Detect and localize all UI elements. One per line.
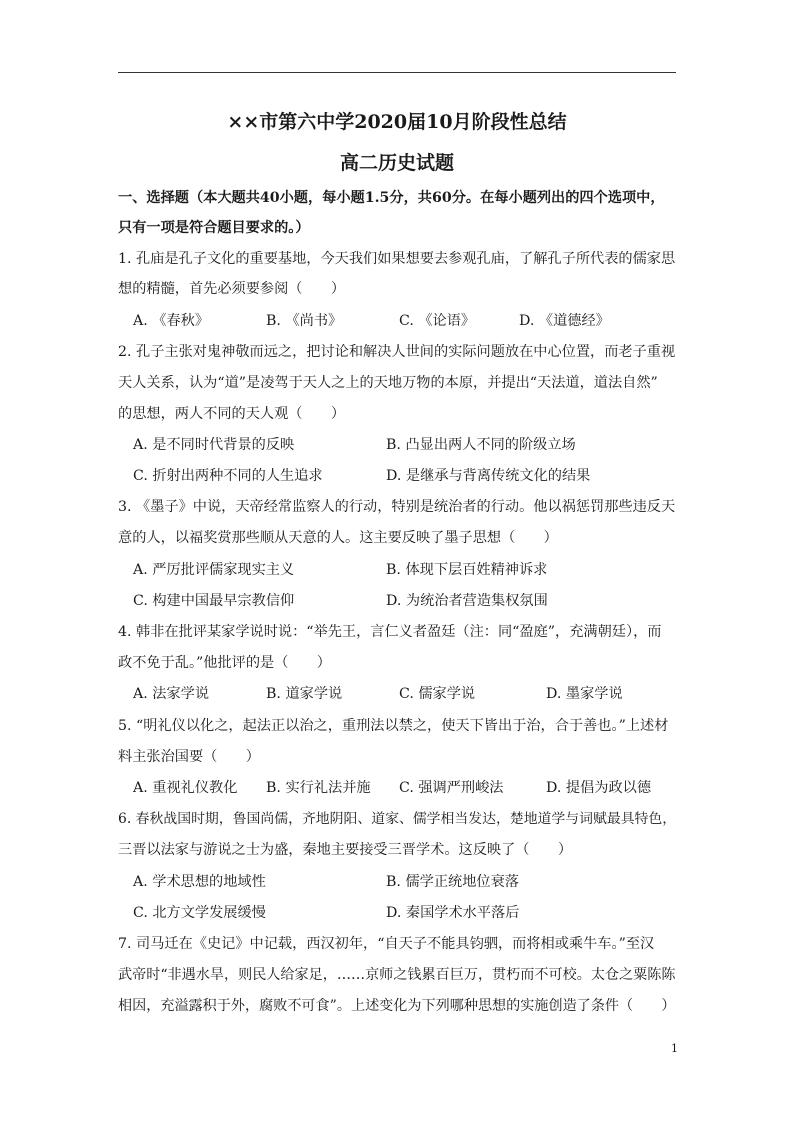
page-number: 1 [671,1042,678,1055]
question-2-option-a: A. 是不同时代背景的反映 [133,437,295,453]
question-2-line-2: 天人关系，认为“道”是凌驾于天人之上的天地万物的本原，并提出“天法道，道法自然” [118,375,658,391]
question-2-line-1: 2. 孔子主张对鬼神敬而远之，把讨论和解决人世间的实际问题放在中心位置，而老子重视 [118,344,676,360]
question-6-option-b: B. 儒学正统地位衰落 [386,874,519,890]
question-4-option-b: B. 道家学说 [266,686,343,702]
question-4-option-d: D. 墨家学说 [546,686,623,702]
question-6-option-d: D. 秦国学术水平落后 [386,905,520,921]
question-2-option-d: D. 是继承与背离传统文化的结果 [386,468,591,484]
question-5-line-2: 料主张治国要（ ） [118,749,260,765]
question-3-line-2: 意的人，以福奖赏那些顺从天意的人。这主要反映了墨子思想（ ） [118,530,558,546]
section-heading-line-2: 只有一项是符合题目要求的。） [118,220,310,236]
question-6-option-a: A. 学术思想的地域性 [133,874,266,890]
question-1-option-b: B. 《尚书》 [266,313,343,329]
question-5-option-b: B. 实行礼法并施 [266,780,371,796]
page-subtitle: 高二历史试题 [339,152,454,174]
question-2-option-b: B. 凸显出两人不同的阶级立场 [386,437,576,453]
question-1-option-a: A. 《春秋》 [133,313,210,329]
question-1-line-1: 1. 孔庙是孔子文化的重要基地，今天我们如果想要去参观孔庙，了解孔子所代表的儒家思 [118,251,676,267]
question-4-option-c: C. 儒家学说 [399,686,476,702]
question-5-option-c: C. 强调严刑峻法 [399,780,504,796]
question-7-line-1: 7. 司马迁在《史记》中记载，西汉初年，“自天子不能具钧驷，而将相或乘牛车。”至汉 [118,936,655,952]
section-heading-line-1: 一、选择题（本大题共40小题，每小题1.5分，共60分。在每小题列出的四个选项中， [118,190,665,206]
question-5-line-1: 5. “明礼仪以化之，起法正以治之，重刑法以禁之，使天下皆出于治，合于善也。”上述材 [118,718,669,734]
question-3-option-b: B. 体现下层百姓精神诉求 [386,562,548,578]
header-rule [118,72,676,73]
question-1-option-c: C. 《论语》 [399,313,476,329]
question-3-line-1: 3. 《墨子》中说，天帝经常监察人的行动，特别是统治者的行动。他以祸惩罚那些违反天 [118,499,676,515]
question-4-line-1: 4. 韩非在批评某家学说时说：“举先王，言仁义者盈廷（注：同“盈庭”，充满朝廷），而 [118,624,662,640]
question-5-option-d: D. 提倡为政以德 [546,780,652,796]
question-6-option-c: C. 北方文学发展缓慢 [133,905,266,921]
question-5-option-a: A. 重视礼仪教化 [133,780,238,796]
question-4-option-a: A. 法家学说 [133,686,210,702]
page-title: ××市第六中学2020届10月阶段性总结 [227,111,567,133]
question-6-line-2: 三晋以法家与游说之士为盛，秦地主要接受三晋学术。这反映了（ ） [118,842,573,858]
question-1-option-d: D. 《道德经》 [519,313,610,329]
question-7-line-2: 武帝时“非遇水旱，则民人给家足，……京师之钱累百巨万，贯朽而不可校。太仓之粟陈陈 [118,967,676,983]
question-6-line-1: 6. 春秋战国时期，鲁国尚儒，齐地阴阳、道家、儒学相当发达，楚地道学与词赋最具特色， [118,811,677,827]
question-3-option-d: D. 为统治者营造集权氛围 [386,593,548,609]
question-2-option-c: C. 折射出两种不同的人生追求 [133,468,323,484]
question-1-line-2: 想的精髓，首先必须要参阅（ ） [118,281,346,297]
question-4-line-2: 政不免于乱。”他批评的是（ ） [118,655,331,671]
question-7-line-3: 相因，充溢露积于外，腐败不可食”。上述变化为下列哪种思想的实施创造了条件（ ） [118,998,676,1014]
question-3-option-a: A. 严厉批评儒家现实主义 [133,562,295,578]
question-2-line-3: 的思想，两人不同的天人观（ ） [118,406,346,422]
question-3-option-c: C. 构建中国最早宗教信仰 [133,593,295,609]
